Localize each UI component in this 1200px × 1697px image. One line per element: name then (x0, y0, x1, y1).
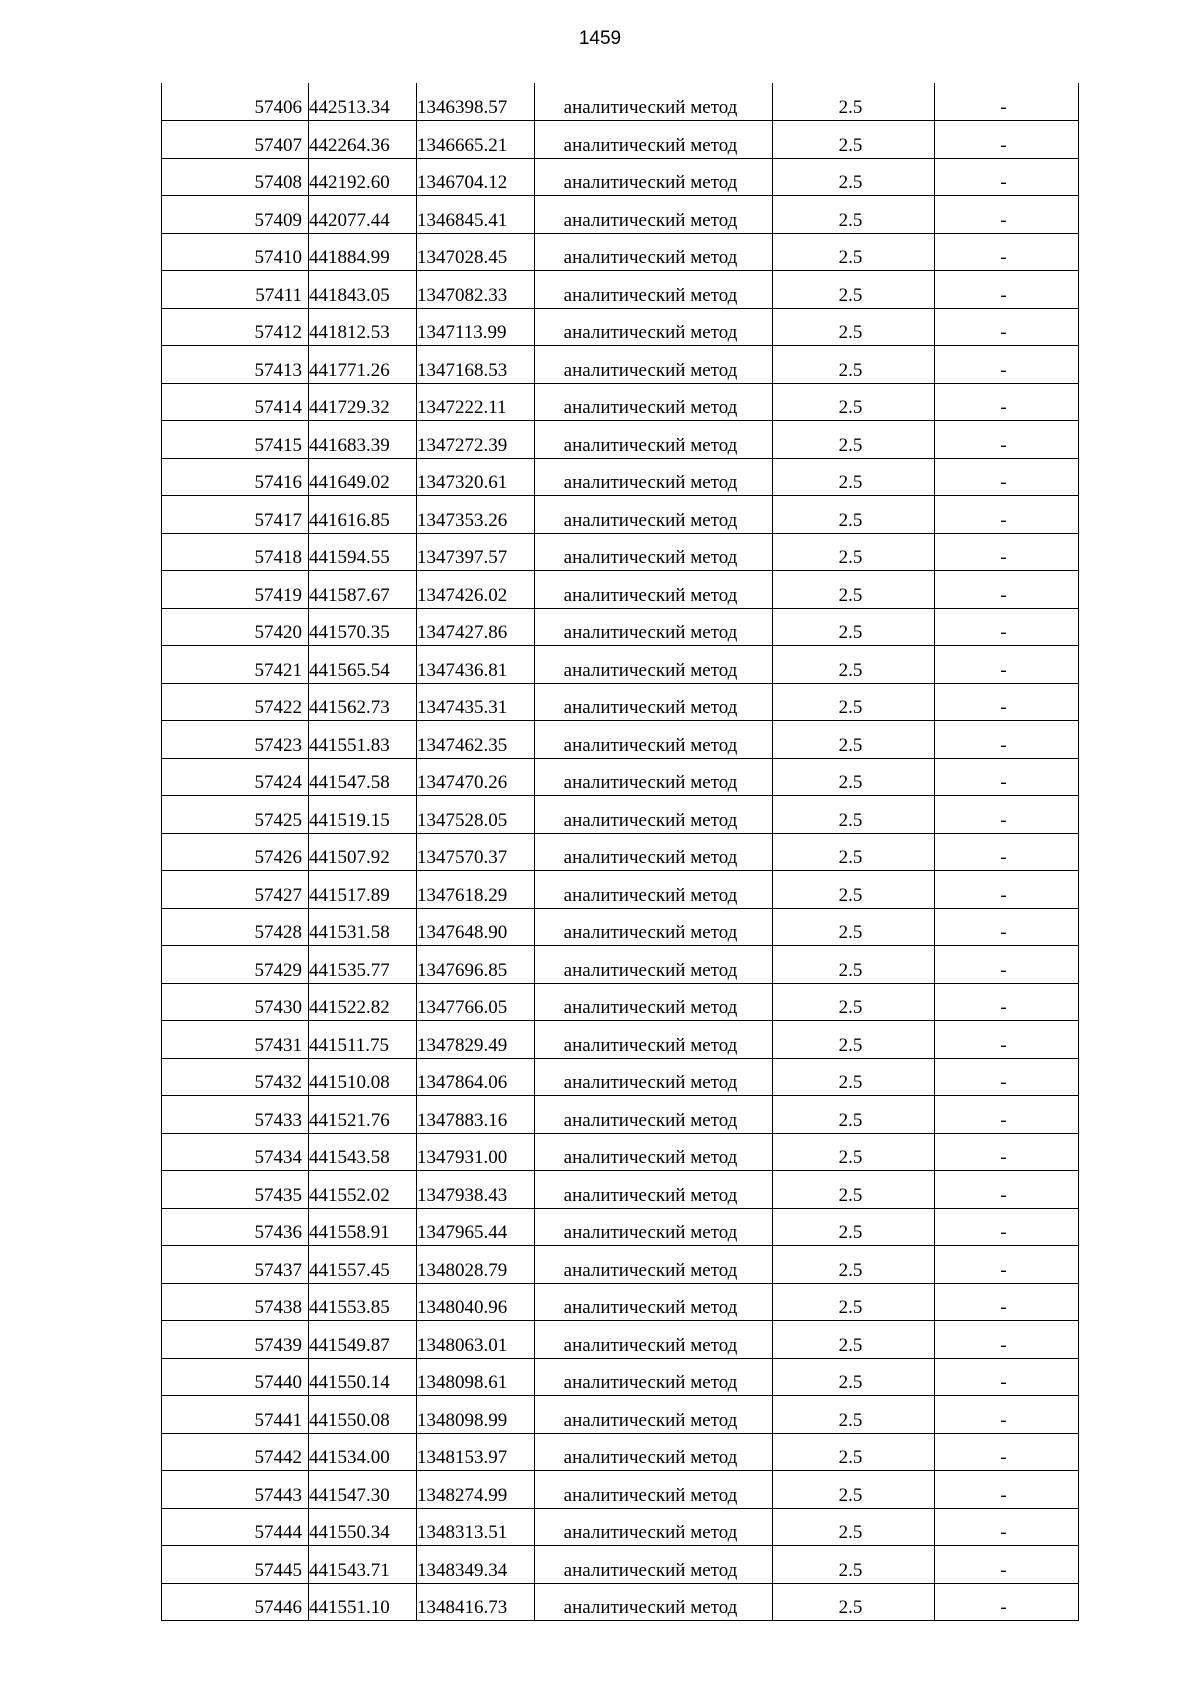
x-coordinate-cell: 441517.89 (309, 871, 417, 909)
method-cell: аналитический метод (535, 1208, 773, 1246)
table-row (162, 1508, 1079, 1546)
table-row (162, 758, 1079, 796)
y-coordinate-cell: 1347353.26 (417, 496, 535, 534)
method-cell: аналитический метод (535, 1283, 773, 1321)
accuracy-cell: 2.5 (773, 833, 935, 871)
x-coordinate-cell: 441531.58 (309, 908, 417, 946)
x-coordinate-cell: 441558.91 (309, 1208, 417, 1246)
point-number-cell: 57435 (162, 1171, 309, 1209)
point-number-cell: 57438 (162, 1283, 309, 1321)
y-coordinate-cell: 1347113.99 (417, 308, 535, 346)
method-cell: аналитический метод (535, 646, 773, 684)
accuracy-cell: 2.5 (773, 496, 935, 534)
y-coordinate-cell: 1347426.02 (417, 571, 535, 609)
table-row (162, 983, 1079, 1021)
method-cell: аналитический метод (535, 1358, 773, 1396)
accuracy-cell: 2.5 (773, 1096, 935, 1134)
description-cell: - (935, 1208, 1079, 1246)
accuracy-cell: 2.5 (773, 196, 935, 234)
method-cell: аналитический метод (535, 1433, 773, 1471)
description-cell: - (935, 308, 1079, 346)
method-cell: аналитический метод (535, 1396, 773, 1434)
method-cell: аналитический метод (535, 1471, 773, 1509)
table-row (162, 1396, 1079, 1434)
x-coordinate-cell: 441553.85 (309, 1283, 417, 1321)
x-coordinate-cell: 441771.26 (309, 346, 417, 384)
table-row (162, 1171, 1079, 1209)
table-row (162, 721, 1079, 759)
table-row (162, 496, 1079, 534)
x-coordinate-cell: 441551.83 (309, 721, 417, 759)
point-number-cell: 57444 (162, 1508, 309, 1546)
point-number-cell: 57433 (162, 1096, 309, 1134)
point-number-cell: 57415 (162, 421, 309, 459)
table-row (162, 158, 1079, 196)
description-cell: - (935, 646, 1079, 684)
y-coordinate-cell: 1347931.00 (417, 1133, 535, 1171)
point-number-cell: 57428 (162, 908, 309, 946)
accuracy-cell: 2.5 (773, 871, 935, 909)
point-number-cell: 57423 (162, 721, 309, 759)
method-cell: аналитический метод (535, 1583, 773, 1621)
description-cell: - (935, 1283, 1079, 1321)
coordinates-table (161, 83, 1079, 1621)
y-coordinate-cell: 1347766.05 (417, 983, 535, 1021)
description-cell: - (935, 83, 1079, 121)
x-coordinate-cell: 441534.00 (309, 1433, 417, 1471)
accuracy-cell: 2.5 (773, 1358, 935, 1396)
accuracy-cell: 2.5 (773, 271, 935, 309)
method-cell: аналитический метод (535, 1133, 773, 1171)
table-row (162, 196, 1079, 234)
method-cell: аналитический метод (535, 983, 773, 1021)
accuracy-cell: 2.5 (773, 1208, 935, 1246)
description-cell: - (935, 158, 1079, 196)
method-cell: аналитический метод (535, 1058, 773, 1096)
description-cell: - (935, 796, 1079, 834)
table-row (162, 1433, 1079, 1471)
x-coordinate-cell: 441522.82 (309, 983, 417, 1021)
table-row (162, 1096, 1079, 1134)
page-number: 1459 (578, 28, 622, 49)
method-cell: аналитический метод (535, 83, 773, 121)
y-coordinate-cell: 1348416.73 (417, 1583, 535, 1621)
description-cell: - (935, 1171, 1079, 1209)
point-number-cell: 57410 (162, 233, 309, 271)
method-cell: аналитический метод (535, 946, 773, 984)
accuracy-cell: 2.5 (773, 1546, 935, 1584)
description-cell: - (935, 1021, 1079, 1059)
y-coordinate-cell: 1348349.34 (417, 1546, 535, 1584)
x-coordinate-cell: 442264.36 (309, 121, 417, 159)
table-row (162, 233, 1079, 271)
y-coordinate-cell: 1347883.16 (417, 1096, 535, 1134)
point-number-cell: 57431 (162, 1021, 309, 1059)
accuracy-cell: 2.5 (773, 1283, 935, 1321)
method-cell: аналитический метод (535, 871, 773, 909)
description-cell: - (935, 533, 1079, 571)
accuracy-cell: 2.5 (773, 1583, 935, 1621)
x-coordinate-cell: 441543.58 (309, 1133, 417, 1171)
description-cell: - (935, 383, 1079, 421)
table-row (162, 796, 1079, 834)
y-coordinate-cell: 1347528.05 (417, 796, 535, 834)
point-number-cell: 57424 (162, 758, 309, 796)
table-row (162, 1321, 1079, 1359)
y-coordinate-cell: 1347462.35 (417, 721, 535, 759)
accuracy-cell: 2.5 (773, 946, 935, 984)
coordinates-table-body (162, 83, 1079, 1621)
x-coordinate-cell: 441552.02 (309, 1171, 417, 1209)
method-cell: аналитический метод (535, 1096, 773, 1134)
point-number-cell: 57439 (162, 1321, 309, 1359)
y-coordinate-cell: 1347435.31 (417, 683, 535, 721)
accuracy-cell: 2.5 (773, 1471, 935, 1509)
description-cell: - (935, 1358, 1079, 1396)
y-coordinate-cell: 1347272.39 (417, 421, 535, 459)
point-number-cell: 57445 (162, 1546, 309, 1584)
y-coordinate-cell: 1347696.85 (417, 946, 535, 984)
x-coordinate-cell: 441683.39 (309, 421, 417, 459)
accuracy-cell: 2.5 (773, 683, 935, 721)
accuracy-cell: 2.5 (773, 1171, 935, 1209)
description-cell: - (935, 1471, 1079, 1509)
description-cell: - (935, 121, 1079, 159)
x-coordinate-cell: 441557.45 (309, 1246, 417, 1284)
method-cell: аналитический метод (535, 533, 773, 571)
x-coordinate-cell: 441843.05 (309, 271, 417, 309)
x-coordinate-cell: 441594.55 (309, 533, 417, 571)
y-coordinate-cell: 1347965.44 (417, 1208, 535, 1246)
accuracy-cell: 2.5 (773, 1021, 935, 1059)
accuracy-cell: 2.5 (773, 533, 935, 571)
x-coordinate-cell: 442513.34 (309, 83, 417, 121)
accuracy-cell: 2.5 (773, 1058, 935, 1096)
method-cell: аналитический метод (535, 121, 773, 159)
accuracy-cell: 2.5 (773, 1396, 935, 1434)
description-cell: - (935, 1508, 1079, 1546)
accuracy-cell: 2.5 (773, 308, 935, 346)
x-coordinate-cell: 441551.10 (309, 1583, 417, 1621)
x-coordinate-cell: 441547.30 (309, 1471, 417, 1509)
method-cell: аналитический метод (535, 383, 773, 421)
point-number-cell: 57425 (162, 796, 309, 834)
y-coordinate-cell: 1347222.11 (417, 383, 535, 421)
description-cell: - (935, 608, 1079, 646)
point-number-cell: 57426 (162, 833, 309, 871)
description-cell: - (935, 458, 1079, 496)
point-number-cell: 57413 (162, 346, 309, 384)
accuracy-cell: 2.5 (773, 421, 935, 459)
description-cell: - (935, 1246, 1079, 1284)
y-coordinate-cell: 1348098.61 (417, 1358, 535, 1396)
accuracy-cell: 2.5 (773, 983, 935, 1021)
accuracy-cell: 2.5 (773, 83, 935, 121)
description-cell: - (935, 496, 1079, 534)
description-cell: - (935, 346, 1079, 384)
method-cell: аналитический метод (535, 908, 773, 946)
x-coordinate-cell: 441547.58 (309, 758, 417, 796)
accuracy-cell: 2.5 (773, 346, 935, 384)
y-coordinate-cell: 1346665.21 (417, 121, 535, 159)
description-cell: - (935, 1396, 1079, 1434)
method-cell: аналитический метод (535, 196, 773, 234)
description-cell: - (935, 721, 1079, 759)
table-row (162, 1058, 1079, 1096)
y-coordinate-cell: 1346398.57 (417, 83, 535, 121)
y-coordinate-cell: 1347082.33 (417, 271, 535, 309)
accuracy-cell: 2.5 (773, 233, 935, 271)
y-coordinate-cell: 1347829.49 (417, 1021, 535, 1059)
table-row (162, 83, 1079, 121)
method-cell: аналитический метод (535, 1246, 773, 1284)
y-coordinate-cell: 1347864.06 (417, 1058, 535, 1096)
x-coordinate-cell: 441812.53 (309, 308, 417, 346)
accuracy-cell: 2.5 (773, 908, 935, 946)
y-coordinate-cell: 1347470.26 (417, 758, 535, 796)
table-row (162, 871, 1079, 909)
x-coordinate-cell: 441511.75 (309, 1021, 417, 1059)
accuracy-cell: 2.5 (773, 1508, 935, 1546)
x-coordinate-cell: 441565.54 (309, 646, 417, 684)
description-cell: - (935, 683, 1079, 721)
table-row (162, 646, 1079, 684)
point-number-cell: 57441 (162, 1396, 309, 1434)
x-coordinate-cell: 442077.44 (309, 196, 417, 234)
y-coordinate-cell: 1347648.90 (417, 908, 535, 946)
point-number-cell: 57436 (162, 1208, 309, 1246)
accuracy-cell: 2.5 (773, 571, 935, 609)
point-number-cell: 57432 (162, 1058, 309, 1096)
x-coordinate-cell: 442192.60 (309, 158, 417, 196)
y-coordinate-cell: 1348313.51 (417, 1508, 535, 1546)
description-cell: - (935, 233, 1079, 271)
point-number-cell: 57418 (162, 533, 309, 571)
method-cell: аналитический метод (535, 1508, 773, 1546)
y-coordinate-cell: 1347570.37 (417, 833, 535, 871)
y-coordinate-cell: 1348028.79 (417, 1246, 535, 1284)
description-cell: - (935, 196, 1079, 234)
x-coordinate-cell: 441549.87 (309, 1321, 417, 1359)
y-coordinate-cell: 1347618.29 (417, 871, 535, 909)
method-cell: аналитический метод (535, 833, 773, 871)
description-cell: - (935, 571, 1079, 609)
table-row (162, 1471, 1079, 1509)
point-number-cell: 57407 (162, 121, 309, 159)
method-cell: аналитический метод (535, 571, 773, 609)
y-coordinate-cell: 1347397.57 (417, 533, 535, 571)
y-coordinate-cell: 1347938.43 (417, 1171, 535, 1209)
x-coordinate-cell: 441521.76 (309, 1096, 417, 1134)
y-coordinate-cell: 1348040.96 (417, 1283, 535, 1321)
point-number-cell: 57427 (162, 871, 309, 909)
description-cell: - (935, 1546, 1079, 1584)
y-coordinate-cell: 1348153.97 (417, 1433, 535, 1471)
table-row (162, 421, 1079, 459)
table-row (162, 121, 1079, 159)
point-number-cell: 57437 (162, 1246, 309, 1284)
point-number-cell: 57406 (162, 83, 309, 121)
description-cell: - (935, 871, 1079, 909)
table-row (162, 946, 1079, 984)
accuracy-cell: 2.5 (773, 796, 935, 834)
y-coordinate-cell: 1348098.99 (417, 1396, 535, 1434)
description-cell: - (935, 1133, 1079, 1171)
accuracy-cell: 2.5 (773, 458, 935, 496)
method-cell: аналитический метод (535, 233, 773, 271)
description-cell: - (935, 758, 1079, 796)
table-row (162, 1021, 1079, 1059)
accuracy-cell: 2.5 (773, 1433, 935, 1471)
description-cell: - (935, 946, 1079, 984)
table-row (162, 833, 1079, 871)
description-cell: - (935, 421, 1079, 459)
description-cell: - (935, 1583, 1079, 1621)
table-row (162, 1246, 1079, 1284)
method-cell: аналитический метод (535, 1021, 773, 1059)
accuracy-cell: 2.5 (773, 1246, 935, 1284)
method-cell: аналитический метод (535, 346, 773, 384)
description-cell: - (935, 983, 1079, 1021)
point-number-cell: 57408 (162, 158, 309, 196)
method-cell: аналитический метод (535, 683, 773, 721)
x-coordinate-cell: 441550.34 (309, 1508, 417, 1546)
accuracy-cell: 2.5 (773, 1133, 935, 1171)
description-cell: - (935, 1096, 1079, 1134)
point-number-cell: 57409 (162, 196, 309, 234)
x-coordinate-cell: 441649.02 (309, 458, 417, 496)
x-coordinate-cell: 441562.73 (309, 683, 417, 721)
method-cell: аналитический метод (535, 421, 773, 459)
point-number-cell: 57412 (162, 308, 309, 346)
table-row (162, 1133, 1079, 1171)
x-coordinate-cell: 441507.92 (309, 833, 417, 871)
accuracy-cell: 2.5 (773, 758, 935, 796)
table-row (162, 458, 1079, 496)
table-row (162, 1283, 1079, 1321)
y-coordinate-cell: 1347168.53 (417, 346, 535, 384)
accuracy-cell: 2.5 (773, 158, 935, 196)
table-row (162, 608, 1079, 646)
table-row (162, 1208, 1079, 1246)
method-cell: аналитический метод (535, 1546, 773, 1584)
point-number-cell: 57443 (162, 1471, 309, 1509)
point-number-cell: 57422 (162, 683, 309, 721)
x-coordinate-cell: 441543.71 (309, 1546, 417, 1584)
description-cell: - (935, 1433, 1079, 1471)
point-number-cell: 57414 (162, 383, 309, 421)
table-row (162, 908, 1079, 946)
x-coordinate-cell: 441519.15 (309, 796, 417, 834)
accuracy-cell: 2.5 (773, 383, 935, 421)
table-row (162, 308, 1079, 346)
y-coordinate-cell: 1348274.99 (417, 1471, 535, 1509)
method-cell: аналитический метод (535, 1171, 773, 1209)
description-cell: - (935, 1321, 1079, 1359)
y-coordinate-cell: 1347436.81 (417, 646, 535, 684)
table-row (162, 1583, 1079, 1621)
method-cell: аналитический метод (535, 496, 773, 534)
point-number-cell: 57430 (162, 983, 309, 1021)
method-cell: аналитический метод (535, 158, 773, 196)
method-cell: аналитический метод (535, 796, 773, 834)
method-cell: аналитический метод (535, 758, 773, 796)
method-cell: аналитический метод (535, 721, 773, 759)
point-number-cell: 57440 (162, 1358, 309, 1396)
description-cell: - (935, 271, 1079, 309)
accuracy-cell: 2.5 (773, 1321, 935, 1359)
description-cell: - (935, 908, 1079, 946)
point-number-cell: 57421 (162, 646, 309, 684)
y-coordinate-cell: 1347320.61 (417, 458, 535, 496)
point-number-cell: 57417 (162, 496, 309, 534)
point-number-cell: 57442 (162, 1433, 309, 1471)
x-coordinate-cell: 441884.99 (309, 233, 417, 271)
accuracy-cell: 2.5 (773, 608, 935, 646)
x-coordinate-cell: 441587.67 (309, 571, 417, 609)
point-number-cell: 57420 (162, 608, 309, 646)
method-cell: аналитический метод (535, 271, 773, 309)
method-cell: аналитический метод (535, 1321, 773, 1359)
point-number-cell: 57429 (162, 946, 309, 984)
y-coordinate-cell: 1348063.01 (417, 1321, 535, 1359)
y-coordinate-cell: 1346704.12 (417, 158, 535, 196)
table-row (162, 1546, 1079, 1584)
point-number-cell: 57446 (162, 1583, 309, 1621)
table-row (162, 1358, 1079, 1396)
table-row (162, 383, 1079, 421)
table-row (162, 571, 1079, 609)
point-number-cell: 57419 (162, 571, 309, 609)
y-coordinate-cell: 1347028.45 (417, 233, 535, 271)
accuracy-cell: 2.5 (773, 721, 935, 759)
y-coordinate-cell: 1347427.86 (417, 608, 535, 646)
x-coordinate-cell: 441535.77 (309, 946, 417, 984)
x-coordinate-cell: 441550.14 (309, 1358, 417, 1396)
method-cell: аналитический метод (535, 308, 773, 346)
table-row (162, 683, 1079, 721)
y-coordinate-cell: 1346845.41 (417, 196, 535, 234)
description-cell: - (935, 833, 1079, 871)
accuracy-cell: 2.5 (773, 646, 935, 684)
x-coordinate-cell: 441510.08 (309, 1058, 417, 1096)
point-number-cell: 57411 (162, 271, 309, 309)
x-coordinate-cell: 441570.35 (309, 608, 417, 646)
method-cell: аналитический метод (535, 458, 773, 496)
table-row (162, 271, 1079, 309)
x-coordinate-cell: 441550.08 (309, 1396, 417, 1434)
point-number-cell: 57416 (162, 458, 309, 496)
table-row (162, 533, 1079, 571)
table-row (162, 346, 1079, 384)
description-cell: - (935, 1058, 1079, 1096)
method-cell: аналитический метод (535, 608, 773, 646)
x-coordinate-cell: 441616.85 (309, 496, 417, 534)
point-number-cell: 57434 (162, 1133, 309, 1171)
x-coordinate-cell: 441729.32 (309, 383, 417, 421)
accuracy-cell: 2.5 (773, 121, 935, 159)
